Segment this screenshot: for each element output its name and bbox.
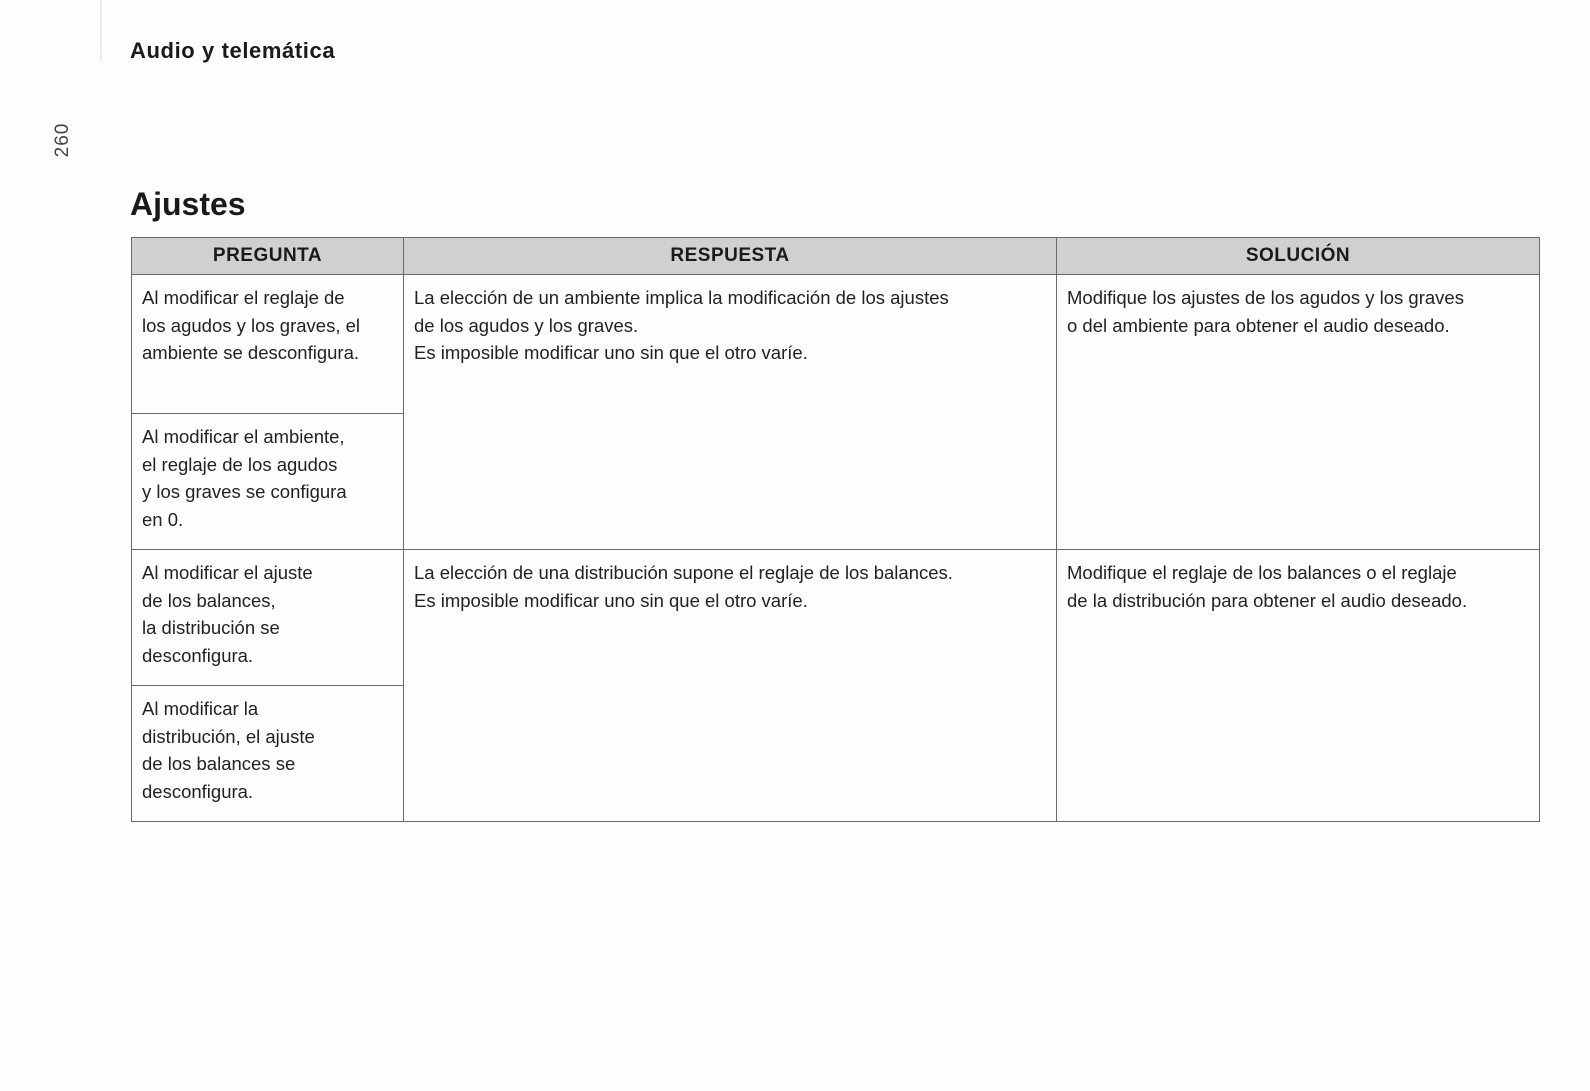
question-cell: [132, 550, 404, 686]
question-line: Al modificar la: [142, 698, 259, 719]
question-line: desconfigura.: [142, 780, 254, 802]
column-header-respuesta: RESPUESTA: [404, 238, 1057, 275]
solution-line: o del ambiente para obtener el audio deseado.: [1067, 314, 1450, 336]
answer-cell: [404, 550, 1057, 822]
column-header-pregunta: PREGUNTA: [132, 238, 404, 275]
question-cell: [132, 414, 404, 550]
solution-line: Modifique el reglaje de los balances o el reglaje: [1067, 562, 1457, 583]
question-line: el reglaje de los agudos: [142, 453, 338, 475]
answer-cell: [404, 275, 1057, 550]
question-cell: [132, 275, 404, 414]
question-line: Al modificar el reglaje de: [142, 287, 345, 308]
section-title: Ajustes: [130, 186, 246, 222]
troubleshooting-table: [131, 237, 1540, 822]
question-line: Al modificar el ambiente,: [142, 426, 345, 447]
question-line: de los balances,: [142, 589, 276, 611]
page-number: 260: [52, 122, 73, 158]
solution-line: Modifique los ajustes de los agudos y los graves: [1067, 287, 1464, 308]
question-line: la distribución se: [142, 617, 280, 638]
question-line: desconfigura.: [142, 644, 254, 666]
answer-line: La elección de un ambiente implica la modificación de los ajustes: [414, 287, 949, 308]
table-header-row: [132, 238, 1540, 275]
column-header-solucion: SOLUCIÓN: [1057, 238, 1540, 275]
table-row: [132, 275, 1540, 414]
question-line: de los balances se: [142, 753, 296, 774]
solution-line: de la distribución para obtener el audio deseado.: [1067, 589, 1468, 611]
running-header-title: Audio y telemática: [130, 38, 336, 63]
question-cell: [132, 686, 404, 822]
answer-line: La elección de una distribución supone el reglaje de los balances.: [414, 562, 953, 583]
page-margin-rule: [100, 0, 102, 62]
answer-line: de los agudos y los graves.: [414, 314, 639, 336]
solution-cell: [1057, 550, 1540, 822]
solution-cell: [1057, 275, 1540, 550]
question-line: en 0.: [142, 508, 184, 530]
question-line: distribución, el ajuste: [142, 725, 315, 747]
question-line: los agudos y los graves, el: [142, 314, 361, 336]
question-line: y los graves se configura: [142, 481, 347, 502]
answer-line: Es imposible modificar uno sin que el otro varíe.: [414, 342, 808, 363]
table-row: [132, 550, 1540, 686]
question-line: ambiente se desconfigura.: [142, 342, 359, 363]
answer-line: Es imposible modificar uno sin que el otro varíe.: [414, 589, 808, 611]
question-line: Al modificar el ajuste: [142, 562, 313, 583]
